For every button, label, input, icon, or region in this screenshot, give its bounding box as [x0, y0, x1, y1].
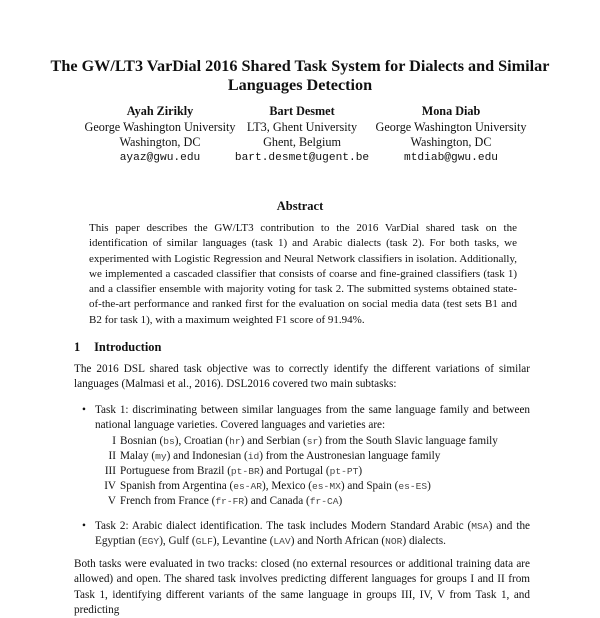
language-code: es-ES [398, 480, 428, 492]
abstract-heading: Abstract [276, 199, 324, 213]
text-run: ) [338, 494, 343, 507]
group-numeral: V [107, 494, 116, 507]
group-text [120, 449, 440, 465]
text-run: ) from the South Slavic language family [318, 435, 498, 447]
language-code: pt-BR [230, 465, 260, 477]
language-code: fr-FR [215, 495, 245, 507]
section-number: 1 [74, 340, 81, 354]
text-run: Bosnian ( [120, 435, 164, 447]
language-code: id [247, 450, 260, 462]
language-code: fr-CA [309, 495, 339, 507]
text-run: French from France ( [120, 494, 216, 507]
task-2-text [95, 519, 530, 550]
group-numeral: III [104, 464, 116, 477]
language-code: my [155, 450, 167, 462]
group-text [120, 434, 498, 450]
language-group-item [86, 449, 526, 464]
author-location: Washington, DC [410, 135, 492, 150]
text-run: ) and the Egyptian ( [95, 520, 530, 548]
author-affiliation: LT3, Ghent University [246, 119, 358, 134]
language-group-item [86, 464, 526, 479]
group-numeral: IV [104, 479, 116, 492]
language-group-list [86, 434, 526, 508]
language-code: MSA [471, 521, 489, 532]
text-run: Portuguese from Brazil ( [120, 464, 231, 477]
text-run: ), Gulf ( [159, 535, 196, 548]
group-text [120, 479, 431, 495]
language-code: es-AR [233, 480, 263, 492]
text-run: ) and Canada ( [244, 494, 310, 507]
author-affiliation: George Washington University [84, 119, 236, 134]
group-numeral: I [112, 435, 116, 447]
section-heading [74, 340, 161, 355]
text-run: ) and Serbian ( [240, 435, 307, 447]
author-name: Bart Desmet [269, 104, 335, 118]
author-name: Mona Diab [421, 104, 481, 118]
language-code: NOR [385, 536, 403, 548]
text-run: ), Mexico ( [262, 479, 313, 492]
bullet-task-1 [82, 403, 530, 434]
text-run: ) [358, 464, 363, 477]
bullet-task-2 [82, 519, 530, 550]
tracks-paragraph: Both tasks were evaluated in two tracks: closed (no external resources or additional training data are allowed) and open. The shared task involves predicting different languages for groups I and II from Task 1, identifying different variants of the same language in groups III, IV, V from Task 1, and predicting [74, 558, 530, 616]
text-run: ) and Spain ( [340, 479, 399, 492]
text-run: ), Croatian ( [174, 435, 230, 447]
language-code: sr [306, 436, 319, 447]
text-run: ) [427, 479, 431, 492]
language-code: LAV [273, 536, 291, 548]
language-group-item [86, 494, 526, 509]
author-location: Washington, DC [119, 135, 201, 150]
author-location: Ghent, Belgium [263, 135, 341, 150]
abstract-text: This paper describes the GW/LT3 contribution to the 2016 VarDial shared task on the identification of similar languages (task 1) and Arabic dialects (task 2). For both tasks, we experimented with Logistic Regression and Neural Network classifiers in isolation. Additionally, we implemented a cascaded classifier that consists of coarse and fine-grained classifiers (task 1) and a classifier ensemble with majority voting for task 2. The submitted systems obtained state-of-the-art performance and ranked first for the evaluation on social media data (test sets B1 and B2 for task 1), with a maximum weighted F1 score of 91.94%. [89, 222, 517, 326]
bullet-icon: • [82, 520, 86, 532]
text-run: Task 2: Arabic dialect identification. The task includes Modern Standard Arabic ( [95, 520, 472, 532]
language-group-item [86, 434, 526, 449]
author-email: ayaz@gwu.edu [119, 151, 201, 164]
text-run: Malay ( [120, 449, 156, 462]
author-affiliation: George Washington University [375, 119, 527, 134]
task-1-text: Task 1: discriminating between similar languages from the same language family and between national language varieties. Covered languages and varieties are: [95, 404, 530, 432]
language-code: pt-PT [329, 465, 359, 477]
text-run: ) and Indonesian ( [166, 449, 248, 462]
group-text [120, 494, 342, 510]
language-code: bs [163, 436, 175, 447]
group-text [120, 464, 362, 480]
text-run: ) and North African ( [290, 535, 386, 548]
author-name: Ayah Zirikly [126, 104, 194, 118]
author-3 [355, 104, 547, 166]
language-code: es-MX [312, 480, 341, 492]
group-numeral: II [108, 449, 116, 462]
language-code: EGY [141, 536, 160, 548]
text-run: ), Levantine ( [212, 535, 274, 548]
paper-title: The GW/LT3 VarDial 2016 Shared Task System for Dialects and Similar Languages Detection [50, 57, 550, 94]
text-run: ) and Portugal ( [259, 464, 330, 477]
text-run: ) from the Austronesian language family [259, 449, 441, 462]
language-group-item [86, 479, 526, 494]
author-email: bart.desmet@ugent.be [234, 151, 370, 164]
text-run: ) dialects. [402, 535, 446, 548]
text-run: Spanish from Argentina ( [120, 479, 234, 492]
language-code: GLF [195, 536, 213, 548]
author-email: mtdiab@gwu.edu [404, 151, 498, 164]
section-title: Introduction [94, 340, 162, 354]
intro-paragraph: The 2016 DSL shared task objective was to correctly identify the different variations of similar languages (Malmasi et al., 2016). DSL2016 covered two main subtasks: [74, 363, 530, 391]
language-code: hr [229, 436, 241, 447]
bullet-icon: • [82, 404, 86, 416]
